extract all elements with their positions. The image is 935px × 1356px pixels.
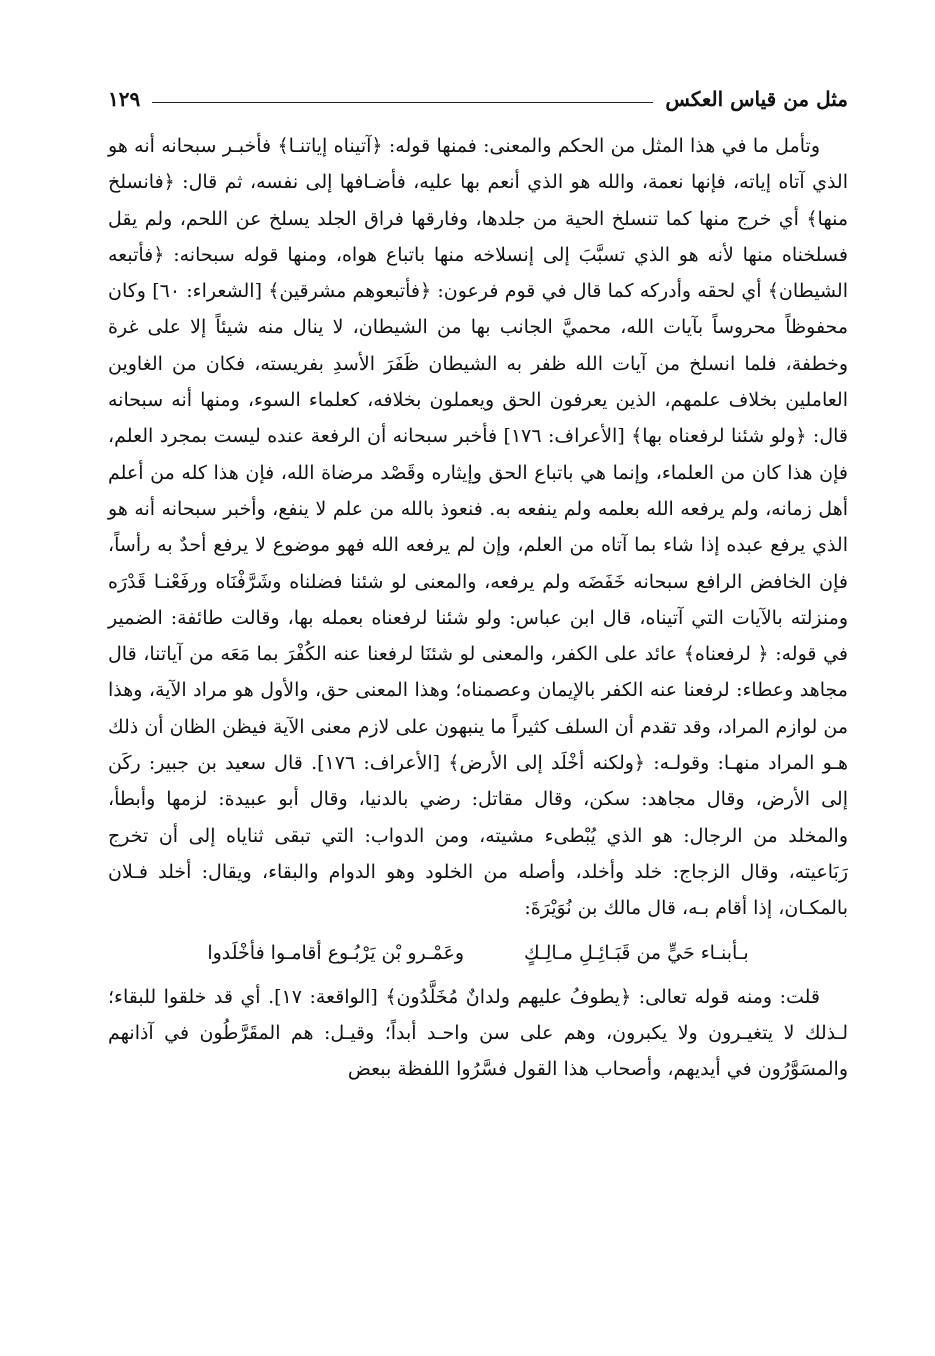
chapter-title: مثل من قياس العكس bbox=[665, 87, 848, 111]
verse-second-hemistich: وعَمْـرو بْن يَرْبُـوع أقامـوا فأخْلَدوا bbox=[207, 941, 465, 964]
poetry-verse bbox=[108, 933, 848, 973]
main-paragraph: وتأمل ما في هذا المثل من الحكم والمعنى: فمنها قوله: ﴿آتيناه إياتنـا﴾ فأخبـر سبحانه أنه هو الذي آتاه إياته، فإنها نعمة، والله هو الذي أنعم بها عليه، فأضـافها إلى نفسه، ثم قال: ﴿فانسلخ منها﴾ أي خرج منها كما تنسلخ الحية من جلدها، وفارقها فراق الجلد يسلخ عن اللحم، ولم يقل فسلخناه منها لأنه هو الذي تسبَّبَ إلى إنسلاخه منها باتباع هواه، ومنها قوله سبحانه: ﴿فأتبعه الشيطان﴾ أي لحقه وأدركه كما قال في قوم فرعون: ﴿فأتبعوهم مشرقين﴾ [الشعراء: ٦٠] وكان محفوظاً محروساً بآيات الله، محميَّ الجانب بها من الشيطان، لا ينال منه شيئاً إلا على غرة وخطفة، فلما انسلخ من آيات الله ظفر به الشيطان ظَفَرَ الأسدِ بفريسته، فكان من الغاوين العاملين بخلاف علمهم، الذين يعرفون الحق ويعملون بخلافه، كعلماء السوء، ومنها أنه سبحانه قال: ﴿ولو شئنا لرفعناه بها﴾ [الأعراف: ١٧٦] فأخبر سبحانه أن الرفعة عنده ليست بمجرد العلم، فإن هذا كان من العلماء، وإنما هي باتباع الحق وإيثاره وقَصْد مرضاة الله، فإن هذا كله من أعلم أهل زمانه، ولم يرفعه الله بعلمه ولم ينفعه به. فنعوذ بالله من علم لا ينفع، وأخبر سبحانه أنه هو الذي يرفع عبده إذا شاء بما آتاه من العلم، وإن لم يرفعه الله فهو موضوع لا يرفع أحدٌ به رأساً، فإن الخافض الرافع سبحانه خَفَضَه ولم يرفعه، والمعنى لو شئنا فضلناه وشَرَّفْنَاه ورفَعْنـا قَدْرَه ومنزلته بالآيات التي آتيناه، قال ابن عباس: ولو شئنا لرفعناه بعمله بها، وقالت طائفة: الضمير في قوله: ﴿ لرفعناه﴾ عائد على الكفر، والمعنى لو شئنَا لرفعنا عنه الكُفْرَ بما مَعَه من آياتنا، قال مجاهد وعطاء: لرفعنا عنه الكفر بالإيمان وعصمناه؛ وهذا المعنى حق، والأول هو مراد الآية، وهذا من لوازم المراد، وقد تقدم أن السلف كثيراً ما ينبهون على لازم معنى الآية فيظن الظان أن ذلك هـو المراد منهـا: وقولـه: ﴿ولكنه أخْلَد إلى الأرض﴾ [الأعراف: ١٧٦]. قال سعيد بن جبير: ركَن إلى الأرض، وقال مجاهد: سكن، وقال مقاتل: رضي بالدنيا، وقال أبو عبيدة: لزمها وأبطأ، والمخلد من الرجال: هو الذي يُبْطىء مشيته، ومن الدواب: التي تبقى ثناياه إلى أن تخرج رَبَاعيته، وقال الزجاج: خلد وأخلد، وأصله من الخلود وهو الدوام والبقاء، ويقال: أخلد فـلان بالمكـان، إذا أقام بـه، قال مالك بن نُوَيْرَةَ: bbox=[108, 135, 849, 920]
running-header bbox=[108, 78, 848, 120]
page-number: ١٢٩ bbox=[108, 87, 141, 111]
closing-paragraph: قلت: ومنه قوله تعالى: ﴿يطوفُ عليهم ولدانٌ مُخَلَّدُون﴾ [الواقعة: ١٧]. أي قد خلقوا للبقاء؛ لـذلك لا يتغيـرون ولا يكبرون، وهم على سن واحـد أبداً؛ وقيـل: هم المقَرَّطُون في آذانهم والمسَوَّرُون في أيديهم، وأصحاب هذا القول فسَّرُوا اللفظة ببعض bbox=[108, 985, 848, 1081]
header-rule bbox=[152, 102, 653, 103]
body-text bbox=[108, 128, 848, 1087]
book-page bbox=[108, 78, 848, 1308]
verse-first-hemistich: بـأبنـاء حَيٍّ من قَبَـائِـلِ مـالِـكٍ bbox=[524, 941, 749, 964]
